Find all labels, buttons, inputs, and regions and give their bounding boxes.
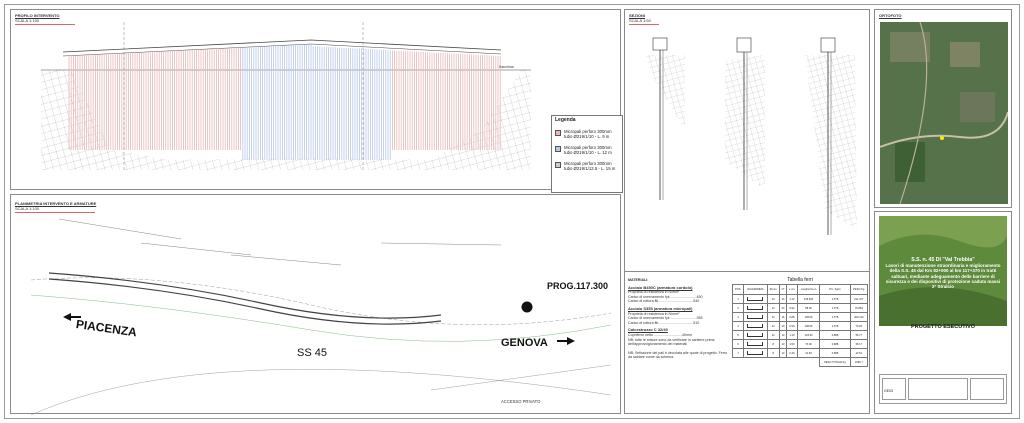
- table-cell: 1.13: [787, 295, 797, 304]
- table-cell: 0.888: [820, 340, 850, 349]
- section-2: [725, 38, 765, 210]
- table-cell: 31.50: [797, 349, 820, 358]
- table-cell: 0.92: [787, 304, 797, 313]
- table-cell: 1.10: [787, 331, 797, 340]
- section-3: [805, 38, 857, 235]
- bar-shape-icon: [747, 306, 763, 310]
- material-line: Proprietà di resistenza in N/mm²: [628, 311, 680, 316]
- table-cell: 12: [767, 331, 779, 340]
- bar-shape-icon: [747, 315, 763, 319]
- table-cell: 0.888: [820, 331, 850, 340]
- profile-drawing: [11, 10, 622, 191]
- table-cell: 73.26: [850, 322, 867, 331]
- bar-diagram-cell: [744, 331, 767, 340]
- table-row: [733, 349, 868, 358]
- table-cell: 138.60: [797, 313, 820, 322]
- table-row: [733, 331, 868, 340]
- table-cell: 8: [767, 349, 779, 358]
- aerial-photo-texture: [880, 22, 1008, 204]
- plan-title: PLANIMETRIA INTERVENTO E ARMATURE: [15, 201, 97, 206]
- table-cell: 12: [767, 322, 779, 331]
- material-heading: Acciaio S355 (armatura micropali): [628, 305, 693, 311]
- table-cell: 16: [779, 313, 786, 322]
- bar-diagram-cell: [744, 322, 767, 331]
- table-cell: 0.90: [787, 322, 797, 331]
- table-cell: 56.77: [850, 331, 867, 340]
- project-road-line: S.S. n. 45 DI "Val Trebbia": [911, 257, 975, 263]
- table-row: [733, 322, 868, 331]
- table-cell: 0.40: [787, 349, 797, 358]
- table-cell: 35.17: [850, 340, 867, 349]
- table-cell: 13: [779, 340, 786, 349]
- table-row: [733, 304, 868, 313]
- section-1: [645, 38, 685, 200]
- bar-shape-icon: [747, 297, 763, 301]
- plan-drawing: [11, 195, 622, 415]
- project-phase: PROGETTO ESECUTIVO: [910, 324, 976, 330]
- sections-title: SEZIONI: [629, 13, 646, 18]
- table-header-row: [733, 285, 868, 295]
- legend-item-label: Micropali perforo 300mm tubo Ø219/1/12.5 - L. 15 m: [564, 161, 616, 171]
- table-cell: 143.30: [797, 331, 820, 340]
- iron-table: [732, 284, 868, 367]
- sections-panel: [624, 9, 870, 272]
- table-cell: 6: [733, 340, 744, 349]
- curb-beam: [49, 273, 441, 318]
- table-cell: 16: [767, 295, 779, 304]
- table-cell: 1.578: [820, 304, 850, 313]
- bar-diagram-cell: [744, 304, 767, 313]
- legend-item: [555, 161, 619, 171]
- legend-swatch: [555, 146, 561, 152]
- orthophoto-panel: [874, 9, 1012, 208]
- table-cell: 70.00: [797, 340, 820, 349]
- table-cell: 108.60: [797, 322, 820, 331]
- table-cell: 2: [733, 304, 744, 313]
- material-heading: Calcestruzzo C 32/40: [628, 327, 668, 333]
- project-code: GE03: [884, 389, 893, 393]
- table-cell: 4: [733, 322, 744, 331]
- column-header: Lunghezza m: [797, 285, 820, 295]
- table-cell: 10: [779, 322, 786, 331]
- table-cell: 24: [779, 295, 786, 304]
- table-cell: 0.888: [820, 349, 850, 358]
- table-cell: 76.863: [850, 304, 867, 313]
- iron-schedule: [732, 277, 868, 397]
- sections-scale: SCALA 1:50: [629, 18, 651, 23]
- column-header: N°: [779, 285, 786, 295]
- column-header: DIAGRAMMA: [744, 285, 767, 295]
- table-row: [733, 340, 868, 349]
- west-direction-label: PIACENZA: [75, 317, 138, 340]
- table-total-row: [733, 358, 868, 367]
- legend-swatch: [555, 162, 561, 168]
- table-cell: 135.600: [797, 295, 820, 304]
- material-line: NB: tutte le misure sono da verificare in cantiere prima: [628, 337, 715, 342]
- column-header: Ø mm: [767, 285, 779, 295]
- material-line: Carico di snervamento fyk ..........................450: [628, 294, 703, 299]
- road-label: SS 45: [297, 347, 327, 359]
- legend-title: Legenda: [555, 117, 576, 123]
- bar-diagram-cell: [744, 313, 767, 322]
- aerial-photo: [880, 22, 1008, 204]
- column-header: L cm: [787, 285, 797, 295]
- legend-item: [555, 145, 619, 155]
- profile-scale: SCALA 1:100: [15, 18, 40, 23]
- legend-item-label: Micropali perforo 300mm tubo Ø219/1/10 - L. 12 m: [564, 145, 612, 155]
- piles-12m: [243, 44, 390, 160]
- table-cell: 8: [767, 340, 779, 349]
- project-info-panel: [874, 211, 1012, 414]
- table-cell: 5: [733, 331, 744, 340]
- column-header: P.U. Kg/m: [820, 285, 850, 295]
- material-line: dell'approvvigionamento dei materiali: [628, 342, 688, 347]
- table-cell: 13: [779, 349, 786, 358]
- table-cell: 300.119: [850, 313, 867, 322]
- table-cell: 1: [733, 295, 744, 304]
- iron-table-body: [733, 295, 868, 358]
- bar-diagram-cell: [744, 340, 767, 349]
- project-description: Lavori di manutenzione straordinaria e miglioramento della S.S. 45 dal Km 82+000 al km 117+370 in tratti saltuari, mediante adeguamento delle barriere di sicurezza e dei dispositivi di protezione caduta massi 2° Stralcio: [885, 263, 1001, 290]
- profile-panel: [10, 9, 621, 190]
- table-cell: 1.50: [787, 340, 797, 349]
- table-cell: 88.00: [797, 304, 820, 313]
- materials-title: MATERIALI:: [628, 278, 649, 282]
- column-header: POS.: [733, 285, 744, 295]
- bar-shape-icon: [747, 324, 763, 328]
- materials-note: NB: l'infissione dei pali è vincolata alle quote di progetto. Ferro da saldare come da schema.: [628, 350, 728, 360]
- arrow-right-icon: [567, 337, 575, 345]
- material-line: Carico di snervamento fyk ..........................355: [628, 316, 703, 321]
- table-cell: 12: [767, 304, 779, 313]
- material-line: Copriferro netto ............................40mm: [628, 332, 692, 337]
- ground-label: Banchina: [499, 65, 514, 69]
- table-cell: 12: [767, 313, 779, 322]
- material-line: Carico di rottura ftk ..................................540: [628, 299, 700, 304]
- progressive-marker: [522, 302, 533, 313]
- total-label: PESO TOTALE Kg: [820, 358, 850, 367]
- table-cell: 0.88: [787, 313, 797, 322]
- arrow-left-icon: [63, 313, 71, 321]
- table-row: [733, 295, 868, 304]
- legend-item-label: Micropali perforo 300mm tubo Ø219/1/10 - L. 9 m: [564, 129, 612, 139]
- bar-diagram-cell: [744, 349, 767, 358]
- material-line: Proprietà di resistenza in N/mm²: [628, 290, 680, 295]
- legend-item: [555, 129, 619, 139]
- table-cell: 22.51: [850, 349, 867, 358]
- orthophoto-title: ORTOFOTO: [879, 13, 902, 18]
- material-heading: Acciaio B450C (armatura cordolo): [628, 284, 693, 290]
- sections-drawing: [625, 10, 871, 273]
- legend-swatch: [555, 130, 561, 136]
- table-cell: 1.578: [820, 322, 850, 331]
- table-cell: 1.578: [820, 313, 850, 322]
- table-cell: 211.707: [850, 295, 867, 304]
- plan-panel: [10, 194, 621, 414]
- materials-notes: [628, 278, 728, 360]
- material-line: Carico di rottura ftk ..................................510: [628, 320, 700, 325]
- bar-shape-icon: [747, 333, 763, 337]
- legend-box: [551, 115, 623, 193]
- table-cell: 3: [733, 313, 744, 322]
- table-cell: 1.578: [820, 295, 850, 304]
- iron-table-title: Tabella ferri: [787, 277, 813, 283]
- progressive-label: PROG.117.300: [547, 281, 609, 291]
- east-direction-label: GENOVA: [501, 337, 548, 349]
- private-access-label: ACCESSO PRIVATO: [501, 399, 541, 404]
- profile-title: PROFILO INTERVENTO: [15, 13, 60, 18]
- table-cell: 13: [779, 331, 786, 340]
- plan-scale: SCALA 1:100: [15, 206, 40, 211]
- table-cell: 24: [779, 304, 786, 313]
- column-header: PESO Kg: [850, 285, 867, 295]
- title-block: [879, 374, 1007, 404]
- bar-shape-icon: [747, 342, 763, 346]
- bar-diagram-cell: [744, 295, 767, 304]
- table-cell: 7: [733, 349, 744, 358]
- table-row: [733, 313, 868, 322]
- bar-shape-icon: [747, 351, 763, 355]
- soil-hatch: [41, 70, 531, 170]
- total-value: 1096.7: [850, 358, 867, 367]
